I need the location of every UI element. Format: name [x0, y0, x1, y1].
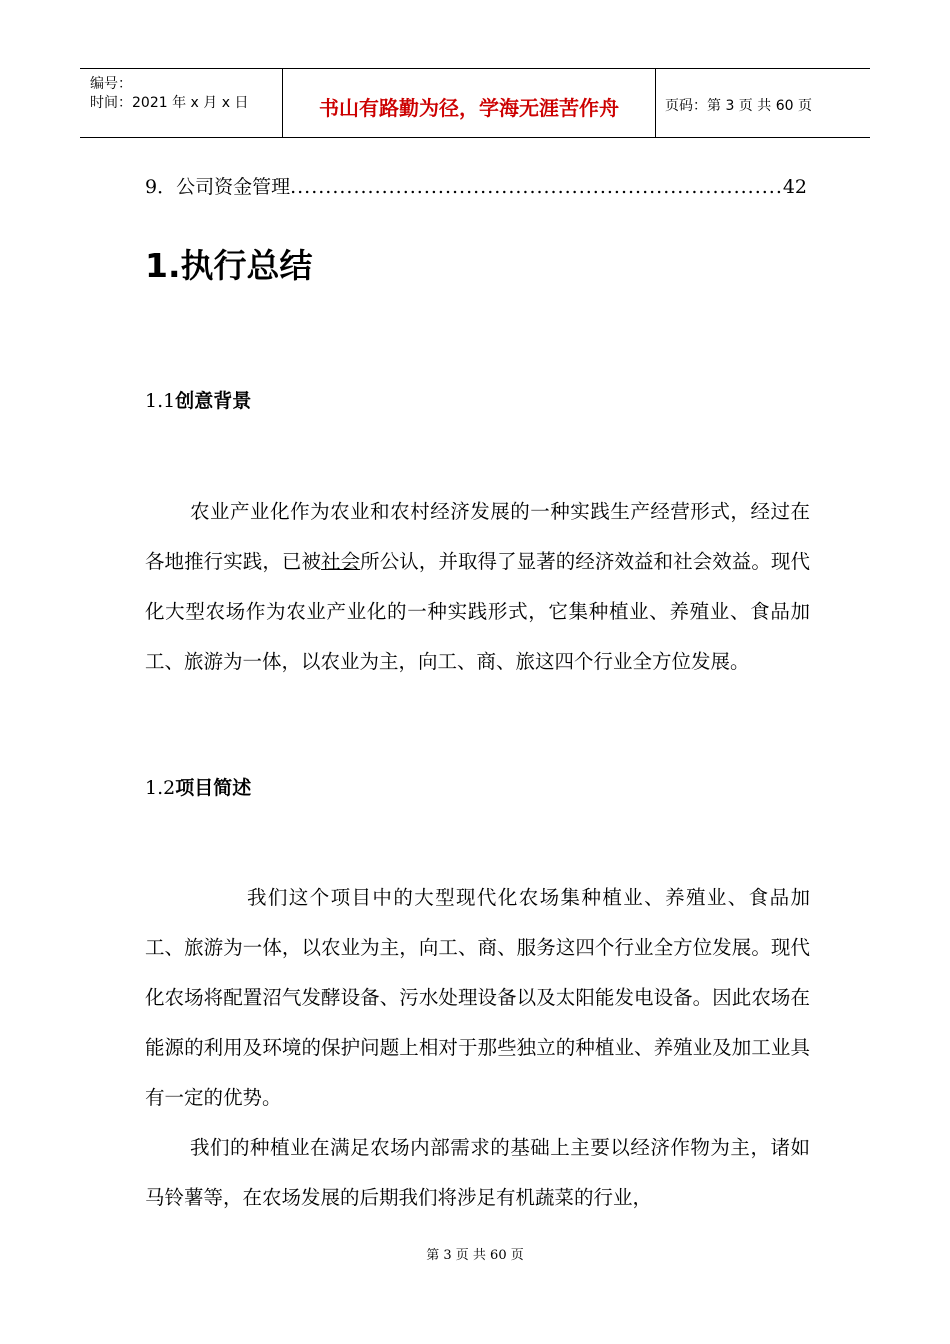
link-society[interactable]: 社会	[321, 550, 361, 573]
toc-entry-label: 9．公司资金管理	[145, 176, 291, 198]
page-footer: 第 3 页 共 60 页	[426, 1248, 524, 1263]
paragraph-project-2: 我们的种植业在满足农场内部需求的基础上主要以经济作物为主，诸如马铃薯等，在农场发展的后期我们将涉足有机蔬菜的行业，	[145, 1136, 810, 1209]
subsection-title: 创意背景	[175, 390, 252, 412]
subsection-heading-1	[145, 386, 251, 413]
subsection-number: 1.1	[145, 390, 176, 412]
document-time: 时间：2021 年 x 月 x 日	[90, 95, 249, 111]
paragraph-project-1: 我们这个项目中的大型现代化农场集种植业、养殖业、食品加工、旅游为一体，以农业为主，向工、商、服务这四个行业全方位发展。现代化农场将配置沼气发酵设备、污水处理设备以及太阳能发电设备。因此农场在能源的利用及环境的保护问题上相对于那些独立的种植业、养殖业及加工业具有一定的优势。	[145, 886, 810, 1109]
document-header	[80, 68, 870, 138]
toc-entry[interactable]	[145, 172, 807, 202]
toc-leader-dots	[290, 176, 783, 198]
paragraph-text: 所公认，并取得了显著的经济效益和社会效益。现代化大型农场作为农业产业化的一种实践形式，它集种植业、养殖业、食品加工、旅游为一体，以农业为主，向工、商、旅这四个行业全方位发展。	[145, 550, 810, 673]
header-page-cell	[655, 69, 870, 137]
header-page-number: 页码：第 3 页 共 60 页	[665, 98, 812, 114]
paragraph-background	[145, 487, 810, 687]
subsection-title: 项目简述	[175, 777, 252, 799]
header-info-cell	[80, 69, 282, 137]
header-motto: 书山有路勤为径，学海无涯苦作舟	[319, 96, 619, 120]
section-title: 1.执行总结	[145, 246, 313, 285]
toc-entry-page: 42	[782, 176, 807, 198]
document-number: 编号：	[90, 76, 132, 92]
subsection-number: 1.2	[145, 777, 176, 799]
paragraph-text: 农业产业化作为农业和农村经济发展的一种实践生产经营形式，经过在各地推行实践，已被	[145, 500, 810, 573]
header-motto-cell	[282, 69, 656, 137]
subsection-heading-2	[145, 773, 251, 800]
